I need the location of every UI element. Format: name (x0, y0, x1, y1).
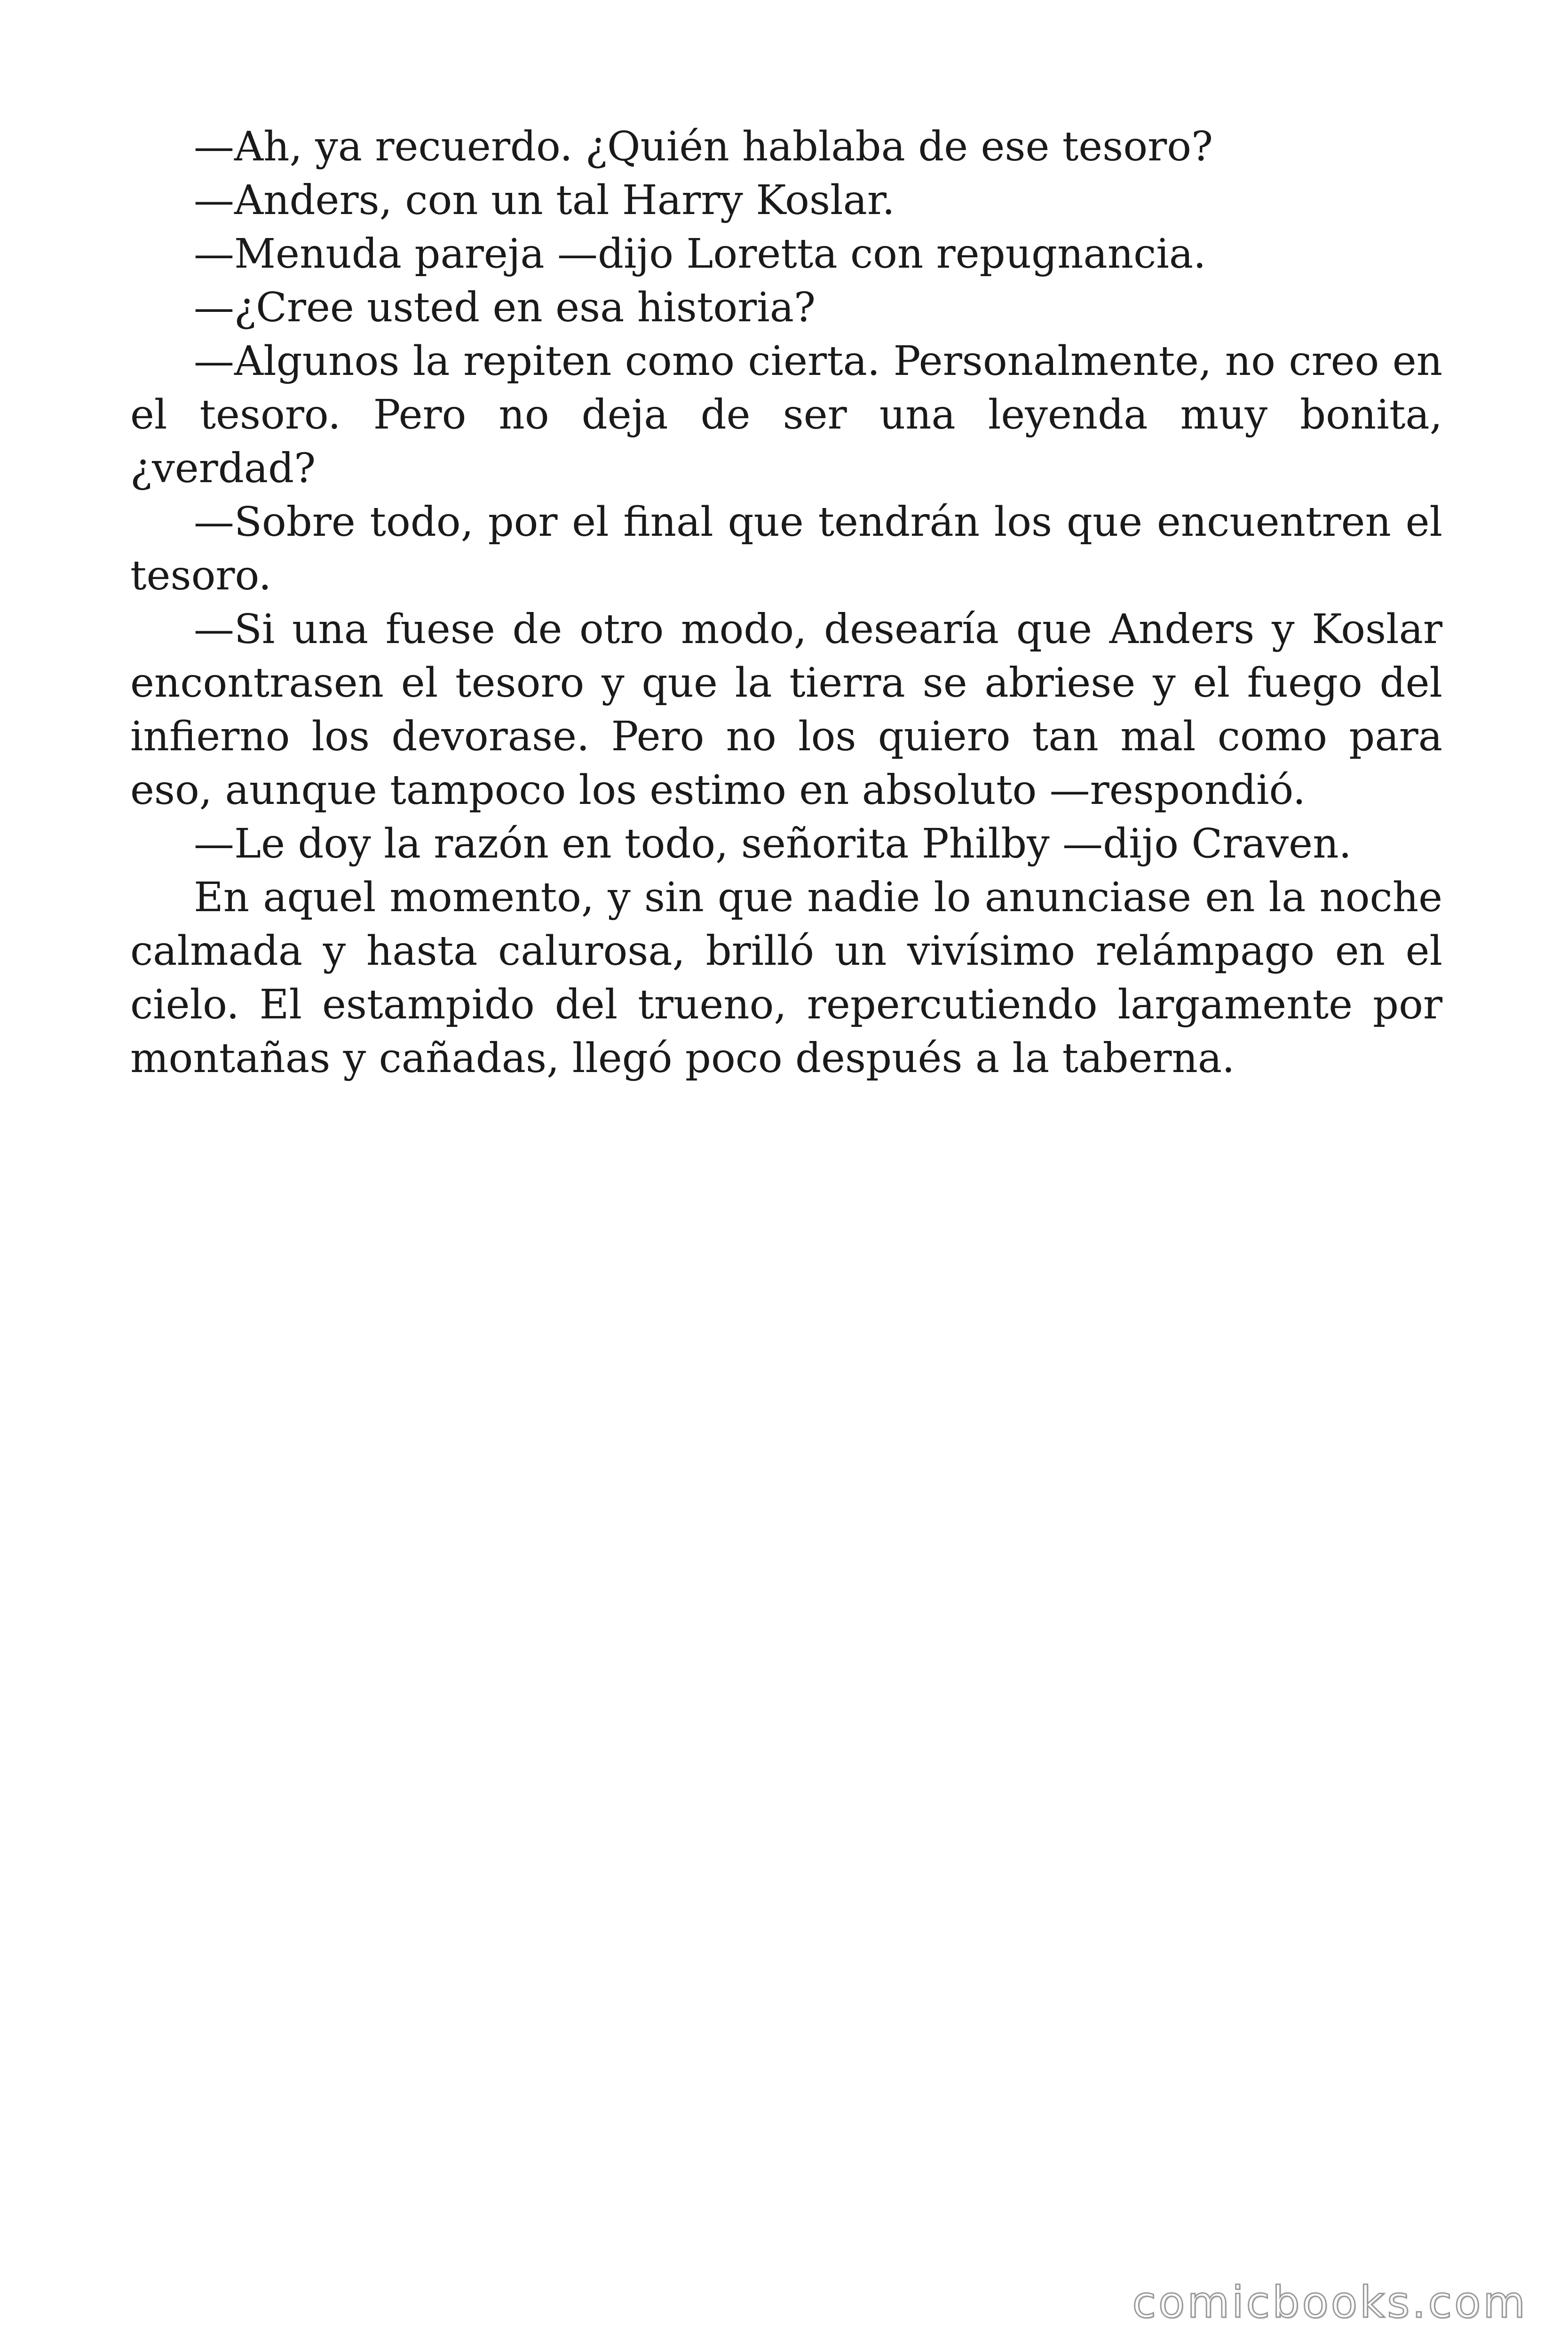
paragraph: En aquel momento, y sin que nadie lo anunciase en la noche calmada y hasta calurosa, brilló un vivísimo relámpago en el cielo. El estampido del trueno, repercutiendo largamente por montañas y cañadas, llegó poco después a la taberna. (130, 874, 1442, 1082)
site-watermark: comicbooks.com (1132, 2277, 1528, 2328)
paragraph: —Anders, con un tal Harry Koslar. (194, 177, 895, 224)
page-text (130, 120, 1442, 1085)
paragraph: —¿Cree usted en esa historia? (194, 284, 816, 331)
paragraph: —Le doy la razón en todo, señorita Philby —dijo Craven. (194, 820, 1352, 867)
paragraph: —Ah, ya recuerdo. ¿Quién hablaba de ese tesoro? (194, 123, 1213, 170)
paragraph: —Sobre todo, por el final que tendrán los que encuentren el tesoro. (130, 499, 1442, 599)
paragraph: —Menuda pareja —dijo Loretta con repugnancia. (194, 230, 1206, 278)
paragraph: —Algunos la repiten como cierta. Personalmente, no creo en el tesoro. Pero no deja de ser una leyenda muy bonita, ¿verdad? (130, 338, 1442, 492)
paragraph: —Si una fuese de otro modo, desearía que Anders y Koslar encontrasen el tesoro y que la tierra se abriese y el fuego del infierno los devorase. Pero no los quiero tan mal como para eso, aunque tampoco los estimo en absoluto —respondió. (130, 606, 1442, 814)
